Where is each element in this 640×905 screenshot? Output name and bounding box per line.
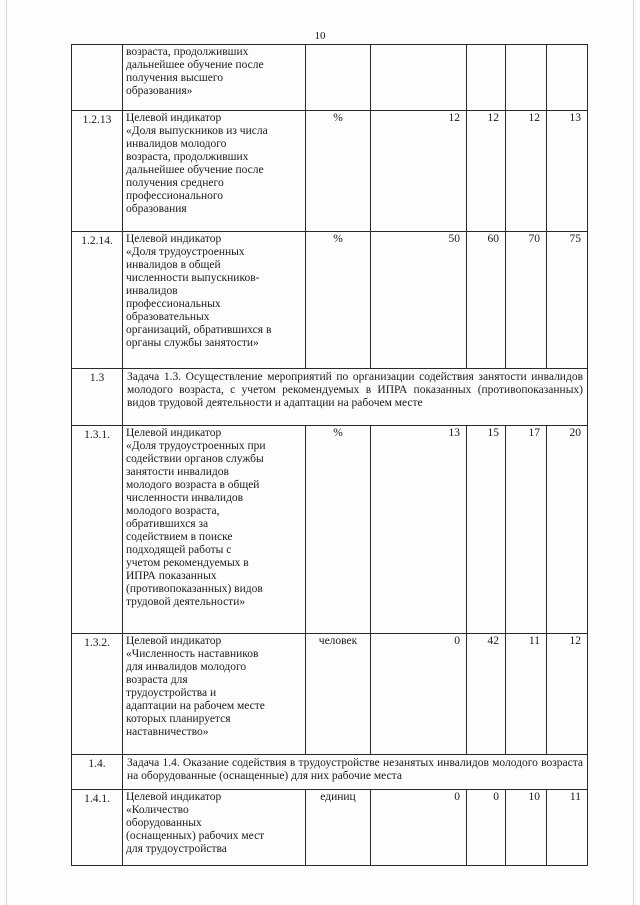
value-year-4: 11 [547, 790, 588, 866]
indicator-name: возраста, продолживших дальнейшее обучение после получения высшего образования» [123, 45, 306, 111]
row-number: 1.3.2. [72, 634, 123, 755]
task-number: 1.3 [72, 369, 123, 426]
indicator-name: Целевой индикатор «Доля трудоустроенных инвалидов в общей численности выпускников- инвалидов профессиональных образовательных организаций, обратившихся в органы службы занятости» [123, 232, 306, 369]
unit-cell: % [306, 426, 371, 634]
table-row [72, 790, 588, 866]
scan-edge-left [6, 0, 7, 905]
row-number: 1.2.14. [72, 232, 123, 369]
value-year-2: 0 [467, 790, 506, 866]
indicator-name: Целевой индикатор «Доля выпускников из числа инвалидов молодого возраста, продолживших дальнейшее обучение после получения среднего профессионального образования [123, 111, 306, 232]
value-year-1: 50 [371, 232, 467, 369]
row-number: 1.2.13 [72, 111, 123, 232]
value-year-2: 12 [467, 111, 506, 232]
value-year-2: 42 [467, 634, 506, 755]
unit-cell: единиц [306, 790, 371, 866]
unit-cell: % [306, 232, 371, 369]
task-row [72, 369, 588, 426]
value-year-2: 60 [467, 232, 506, 369]
task-number: 1.4. [72, 755, 123, 790]
task-row [72, 755, 588, 790]
table-row [72, 232, 588, 369]
value-year-1 [371, 45, 467, 111]
unit-cell: человек [306, 634, 371, 755]
value-year-3: 12 [506, 111, 547, 232]
value-year-2: 15 [467, 426, 506, 634]
value-year-4: 12 [547, 634, 588, 755]
unit-cell: % [306, 111, 371, 232]
value-year-3: 17 [506, 426, 547, 634]
unit-cell [306, 45, 371, 111]
value-year-1: 12 [371, 111, 467, 232]
task-text: Задача 1.3. Осуществление мероприятий по организации содействия занятости инвалидов молодого возраста, с учетом рекомендуемых в ИПРА показанных (противопоказанных) видов трудовой деятельности и адаптации на рабочем месте [123, 369, 588, 426]
indicator-name: Целевой индикатор «Количество оборудованных (оснащенных) рабочих мест для трудоустройства [123, 790, 306, 866]
value-year-3: 10 [506, 790, 547, 866]
value-year-4: 13 [547, 111, 588, 232]
value-year-4 [547, 45, 588, 111]
value-year-2 [467, 45, 506, 111]
value-year-3: 70 [506, 232, 547, 369]
table-row [72, 634, 588, 755]
value-year-1: 0 [371, 790, 467, 866]
table-row [72, 45, 588, 111]
value-year-1: 13 [371, 426, 467, 634]
row-number: 1.3.1. [72, 426, 123, 634]
value-year-3: 11 [506, 634, 547, 755]
value-year-3 [506, 45, 547, 111]
value-year-1: 0 [371, 634, 467, 755]
table-row [72, 111, 588, 232]
row-number: 1.4.1. [72, 790, 123, 866]
task-text: Задача 1.4. Оказание содействия в трудоустройстве незанятых инвалидов молодого возраста на оборудованные (оснащенные) для них рабочие места [123, 755, 588, 790]
indicator-name: Целевой индикатор «Доля трудоустроенных при содействии органов службы занятости инвалидов молодого возраста в общей численности инвалидов молодого возраста, обратившихся за содействием в поиске подходящей работы с учетом рекомендуемых в ИПРА показанных (противопоказанных) видов трудовой деятельности» [123, 426, 306, 634]
page-number: 10 [314, 30, 326, 42]
value-year-4: 20 [547, 426, 588, 634]
value-year-4: 75 [547, 232, 588, 369]
indicator-name: Целевой индикатор «Численность наставников для инвалидов молодого возраста для трудоустройства и адаптации на рабочем месте которых планируется наставничество» [123, 634, 306, 755]
row-number [72, 45, 123, 111]
scan-edge-right [633, 0, 634, 905]
table-row [72, 426, 588, 634]
indicators-table [71, 44, 588, 866]
